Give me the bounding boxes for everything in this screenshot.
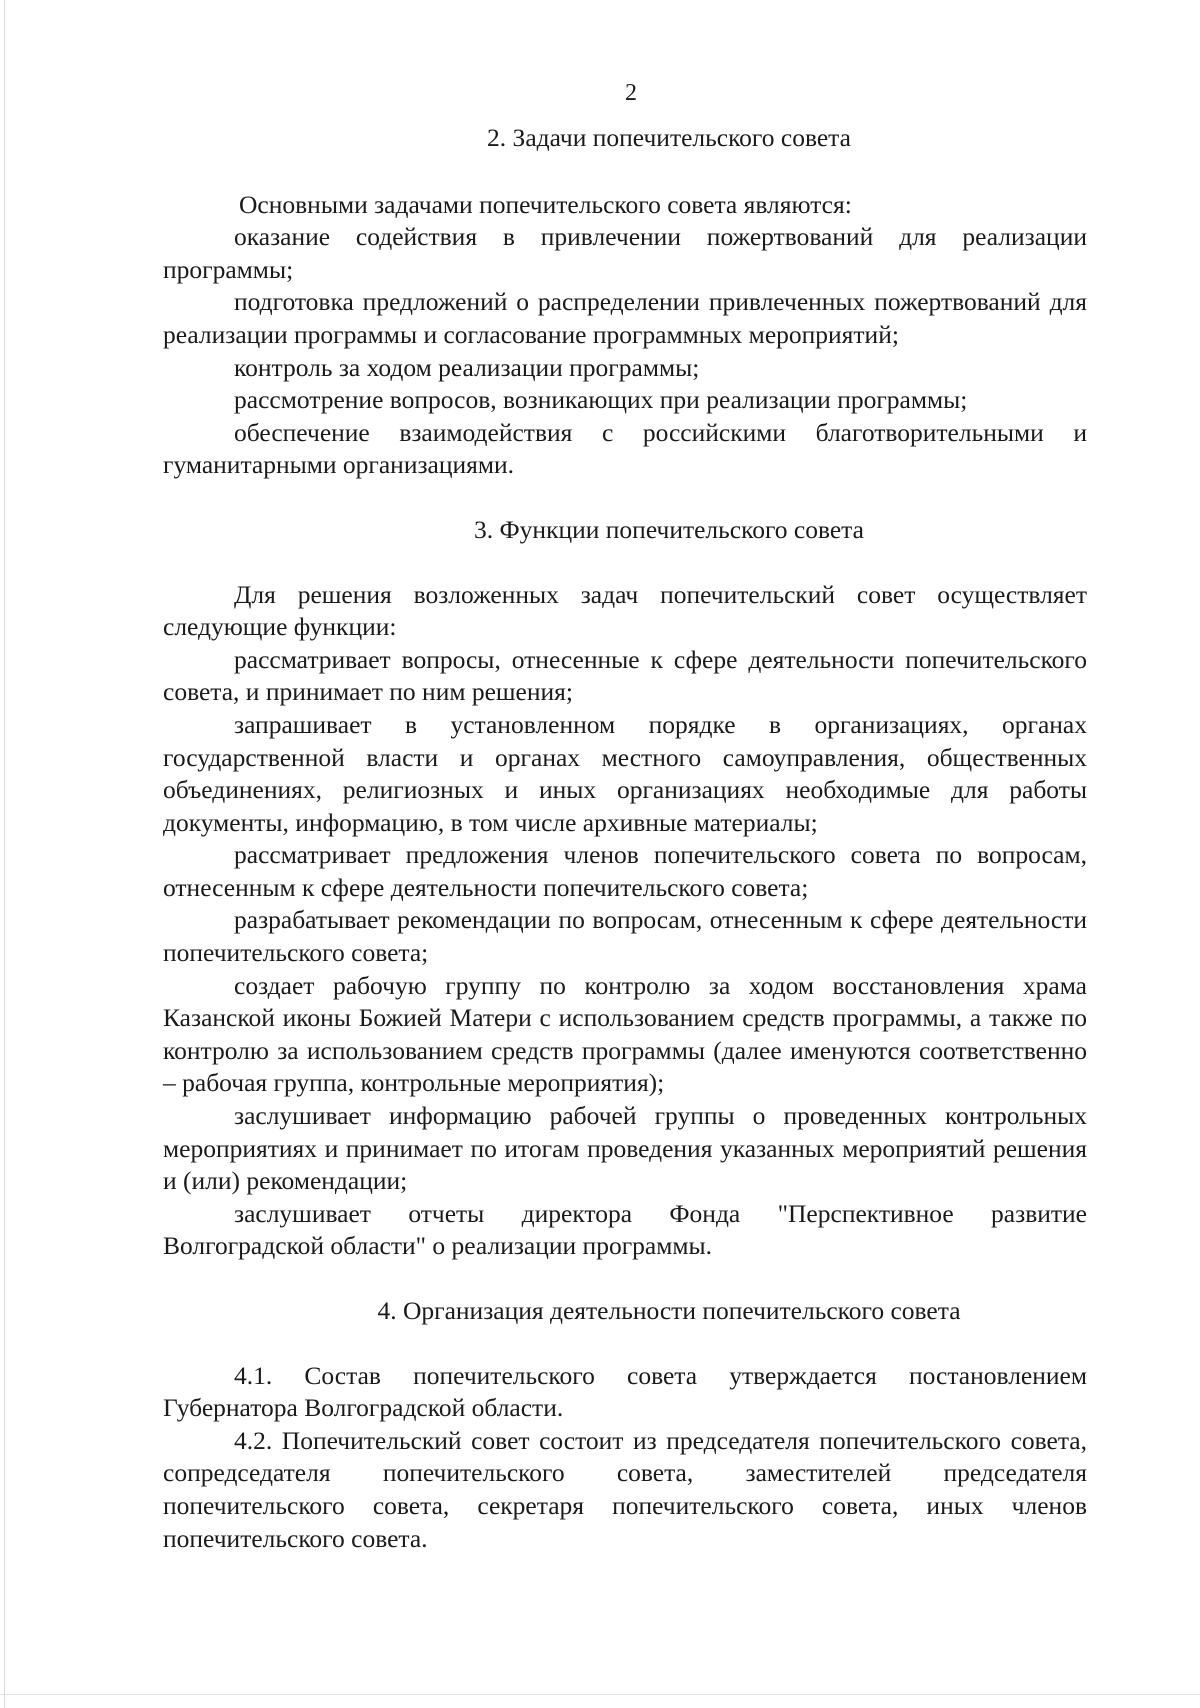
section-3-intro: Для решения возложенных задач попечительский совет осуществляет следующие функции: (163, 579, 1087, 642)
section-3-item: рассматривает вопросы, отнесенные к сфере деятельности попечительского совета, и принимает по ним решения; (163, 644, 1087, 707)
section-3-item: рассматривает предложения членов попечительского совета по вопросам, отнесенным к сфере деятельности попечительского совета; (163, 840, 1087, 902)
section-3-heading: 3. Функции попечительского совета (474, 514, 864, 544)
section-3-item: заслушивает информацию рабочей группы о проведенных контрольных мероприятиях и принимает по итогам проведения указанных мероприятий решения и (или) рекомендации; (163, 1101, 1087, 1196)
section-2-intro: Основными задачами попечительского совета являются: (239, 189, 852, 219)
section-4-heading: 4. Организация деятельности попечительского совета (377, 1296, 961, 1325)
section-2-item: рассмотрение вопросов, возникающих при реализации программы; (234, 385, 968, 415)
section-2-item: оказание содействия в привлечении пожертвований для реализации программы; (163, 222, 1087, 284)
scan-edge-left (4, 0, 5, 1708)
section-4-item: 4.2. Попечительский совет состоит из председателя попечительского совета, сопредседателя попечительского совета, заместителей председателя попечительского совета, секретаря попечительского совета, иных членов попечительского совета. (163, 1425, 1087, 1553)
section-3-item: заслушивает отчеты директора Фонда "Перспективное развитие Волгоградской области" о реализации программы. (163, 1198, 1087, 1261)
section-2-item: контроль за ходом реализации программы; (234, 352, 700, 382)
section-2-item: подготовка предложений о распределении привлеченных пожертвований для реализации программы и согласование программных мероприятий; (163, 287, 1087, 349)
scan-edge-bottom (0, 1694, 1200, 1695)
section-3-item: создает рабочую группу по контролю за ходом восстановления храма Казанской иконы Божией Матери с использованием средств программы, а также по контролю за использованием средств программы (далее именуются соответственно – рабочая группа, контрольные мероприятия); (163, 970, 1087, 1098)
section-3-item: запрашивает в установленном порядке в организациях, органах государственной власти и органах местного самоуправления, общественных объединениях, религиозных и иных организациях необходимые для работы документы, информацию, в том числе архивные материалы; (163, 709, 1087, 837)
section-3-item: разрабатывает рекомендации по вопросам, отнесенным к сфере деятельности попечительского совета; (163, 905, 1087, 968)
section-2-item: обеспечение взаимодействия с российскими благотворительными и гуманитарными организациями. (163, 417, 1087, 480)
section-2-heading: 2. Задачи попечительского совета (487, 123, 851, 152)
document-body (163, 122, 1087, 1555)
page-number: 2 (625, 80, 637, 106)
section-4-item: 4.1. Состав попечительского совета утверждается постановлением Губернатора Волгоградской области. (163, 1360, 1087, 1423)
